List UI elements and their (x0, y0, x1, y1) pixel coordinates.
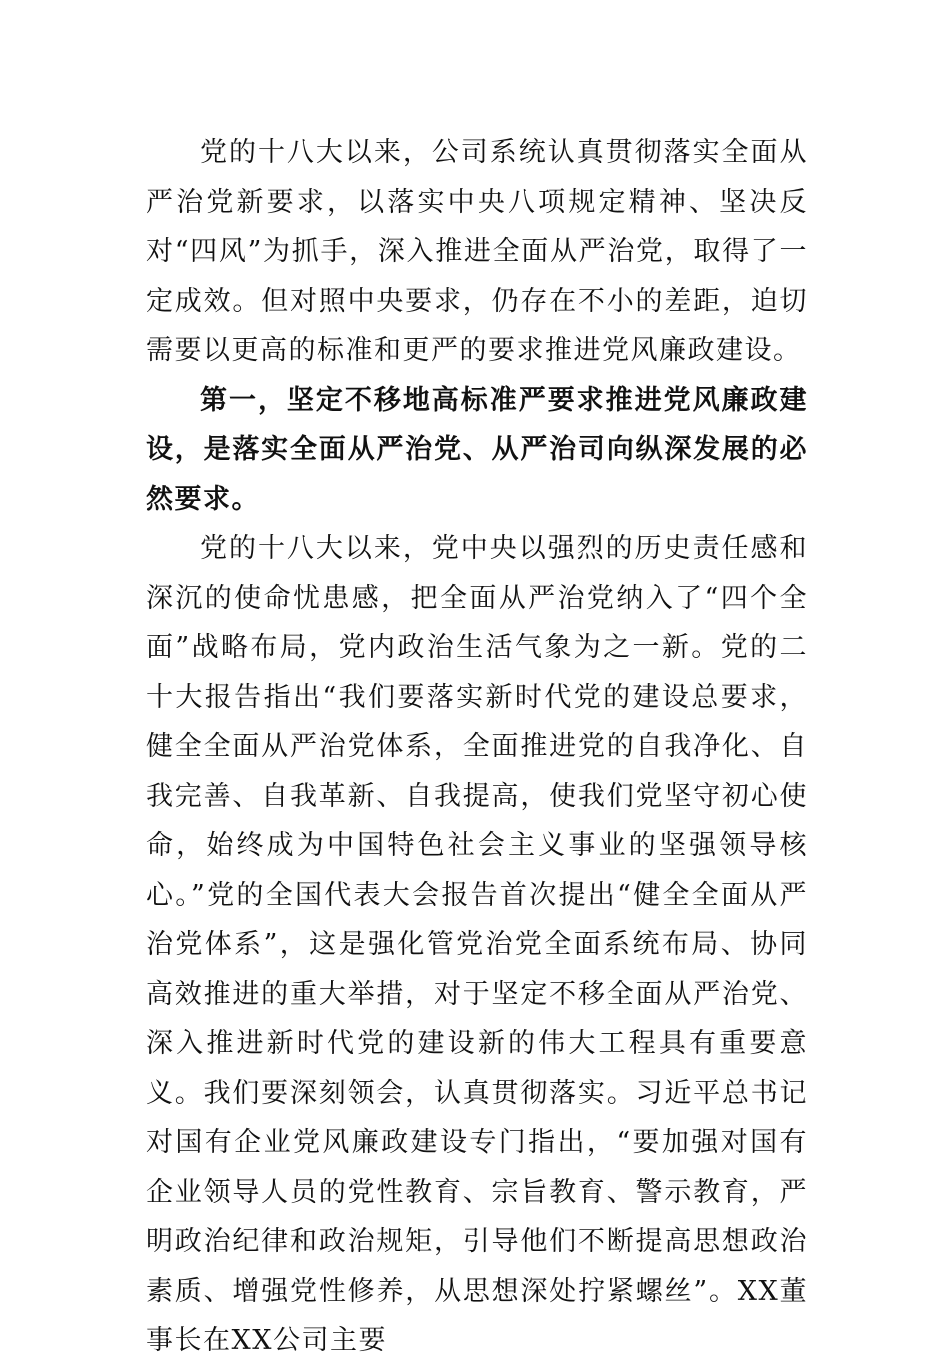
document-body (146, 128, 808, 1366)
body-paragraph-1: 党的十八大以来，公司系统认真贯彻落实全面从严治党新要求，以落实中央八项规定精神、坚决反对“四风”为抓手，深入推进全面从严治党，取得了一定成效。但对照中央要求，仍存在不小的差距，迫切需要以更高的标准和更严的要求推进党风廉政建设。 (146, 137, 808, 366)
body-paragraph-2: 党的十八大以来，党中央以强烈的历史责任感和深沉的使命忧患感，把全面从严治党纳入了“四个全面”战略布局，党内政治生活气象为之一新。党的二十大报告指出“我们要落实新时代党的建设总要求，健全全面从严治党体系，全面推进党的自我净化、自我完善、自我革新、自我提高，使我们党坚守初心使命，始终成为中国特色社会主义事业的坚强领导核心。”党的全国代表大会报告首次提出“健全全面从严治党体系”，这是强化管党治党全面系统布局、协同高效推进的重大举措，对于坚定不移全面从严治党、深入推进新时代党的建设新的伟大工程具有重要意义。我们要深刻领会，认真贯彻落实。习近平总书记对国有企业党风廉政建设专门指出，“要加强对国有企业领导人员的党性教育、宗旨教育、警示教育，严明政治纪律和政治规矩，引导他们不断提高思想政治素质、增强党性修养，从思想深处拧紧螺丝”。XX董事长在XX公司主要 (146, 533, 808, 1356)
section-heading-paragraph: 第一，坚定不移地高标准严要求推进党风廉政建设，是落实全面从严治党、从严治司向纵深发展的必然要求。 (146, 384, 808, 515)
